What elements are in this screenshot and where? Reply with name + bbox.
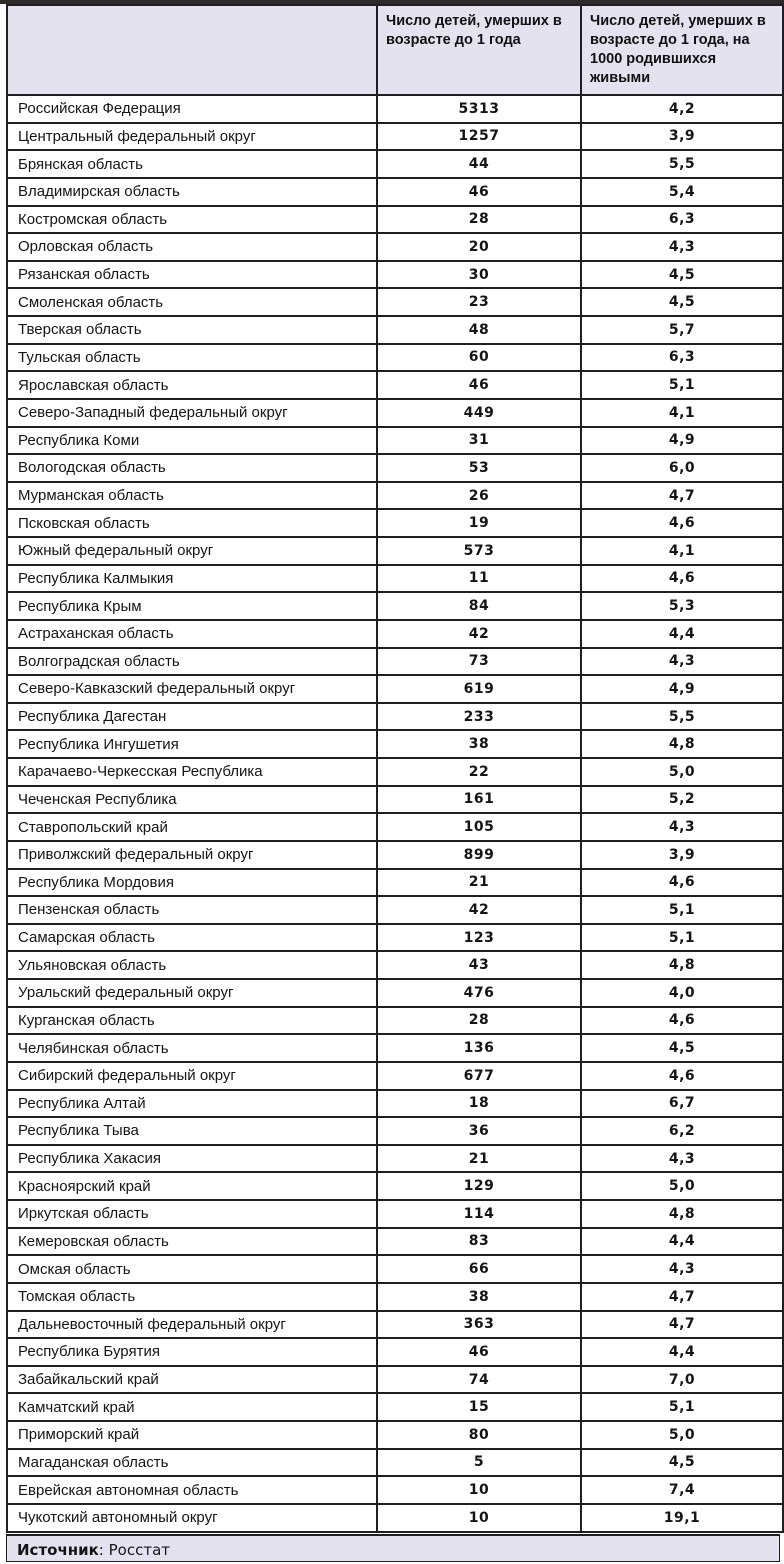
table-row: [7, 399, 783, 427]
deaths-cell: 476: [377, 979, 581, 1007]
rate-cell: 4,5: [581, 261, 783, 289]
region-cell: Дальневосточный федеральный округ: [7, 1311, 377, 1339]
region-cell: Владимирская область: [7, 178, 377, 206]
header-row: [7, 5, 783, 95]
deaths-cell: 11: [377, 565, 581, 593]
table-row: [7, 1338, 783, 1366]
deaths-cell: 18: [377, 1090, 581, 1118]
deaths-cell: 5313: [377, 95, 581, 123]
region-cell: Мурманская область: [7, 482, 377, 510]
table-row: [7, 1062, 783, 1090]
rate-cell: 4,0: [581, 979, 783, 1007]
region-cell: Костромская область: [7, 206, 377, 234]
deaths-cell: 60: [377, 344, 581, 372]
region-cell: Орловская область: [7, 233, 377, 261]
region-cell: Пензенская область: [7, 896, 377, 924]
table-row: [7, 1393, 783, 1421]
deaths-cell: 31: [377, 427, 581, 455]
region-cell: Уральский федеральный округ: [7, 979, 377, 1007]
table-row: [7, 786, 783, 814]
rate-cell: 4,3: [581, 1255, 783, 1283]
region-cell: Республика Бурятия: [7, 1338, 377, 1366]
table-row: [7, 1421, 783, 1449]
rate-cell: 4,5: [581, 1449, 783, 1477]
region-cell: Омская область: [7, 1255, 377, 1283]
rate-cell: 5,0: [581, 758, 783, 786]
rate-cell: 4,6: [581, 869, 783, 897]
deaths-cell: 38: [377, 730, 581, 758]
region-cell: Ставропольский край: [7, 813, 377, 841]
rate-cell: 4,7: [581, 482, 783, 510]
region-cell: Северо-Западный федеральный округ: [7, 399, 377, 427]
rate-cell: 5,3: [581, 592, 783, 620]
rate-cell: 6,0: [581, 454, 783, 482]
rate-cell: 4,6: [581, 1007, 783, 1035]
source-footer: [6, 1534, 780, 1562]
header-deaths: Число детей, умерших в возрасте до 1 года: [377, 5, 581, 95]
region-cell: Чеченская Республика: [7, 786, 377, 814]
deaths-cell: 10: [377, 1476, 581, 1504]
table-row: [7, 178, 783, 206]
region-cell: Чукотский автономный округ: [7, 1504, 377, 1532]
source-value: Росстат: [108, 1541, 171, 1559]
region-cell: Северо-Кавказский федеральный округ: [7, 675, 377, 703]
region-cell: Республика Дагестан: [7, 703, 377, 731]
table-row: [7, 648, 783, 676]
rate-cell: 4,6: [581, 565, 783, 593]
table-row: [7, 813, 783, 841]
region-cell: Еврейская автономная область: [7, 1476, 377, 1504]
header-rate: Число детей, умерших в возрасте до 1 года, на 1000 родившихся живыми: [581, 5, 783, 95]
table-row: [7, 454, 783, 482]
deaths-cell: 66: [377, 1255, 581, 1283]
deaths-cell: 15: [377, 1393, 581, 1421]
region-cell: Смоленская область: [7, 288, 377, 316]
deaths-cell: 42: [377, 896, 581, 924]
deaths-cell: 114: [377, 1200, 581, 1228]
table-row: [7, 1090, 783, 1118]
region-cell: Ярославская область: [7, 371, 377, 399]
deaths-cell: 21: [377, 869, 581, 897]
rate-cell: 4,4: [581, 1228, 783, 1256]
deaths-cell: 619: [377, 675, 581, 703]
region-cell: Республика Калмыкия: [7, 565, 377, 593]
region-cell: Южный федеральный округ: [7, 537, 377, 565]
deaths-cell: 46: [377, 1338, 581, 1366]
region-cell: Российская Федерация: [7, 95, 377, 123]
deaths-cell: 20: [377, 233, 581, 261]
rate-cell: 5,1: [581, 371, 783, 399]
deaths-cell: 10: [377, 1504, 581, 1532]
header-region: [7, 5, 377, 95]
table-row: [7, 150, 783, 178]
deaths-cell: 123: [377, 924, 581, 952]
deaths-cell: 677: [377, 1062, 581, 1090]
deaths-cell: 899: [377, 841, 581, 869]
region-cell: Республика Ингушетия: [7, 730, 377, 758]
rate-cell: 5,1: [581, 896, 783, 924]
region-cell: Приморский край: [7, 1421, 377, 1449]
deaths-cell: 129: [377, 1172, 581, 1200]
rate-cell: 4,3: [581, 233, 783, 261]
table-row: [7, 592, 783, 620]
table-body: [7, 95, 783, 1532]
rate-cell: 7,4: [581, 1476, 783, 1504]
deaths-cell: 73: [377, 648, 581, 676]
region-cell: Центральный федеральный округ: [7, 123, 377, 151]
table-row: [7, 758, 783, 786]
deaths-cell: 80: [377, 1421, 581, 1449]
region-cell: Тверская область: [7, 316, 377, 344]
table-row: [7, 841, 783, 869]
region-cell: Республика Хакасия: [7, 1145, 377, 1173]
region-cell: Карачаево-Черкесская Республика: [7, 758, 377, 786]
region-cell: Республика Алтай: [7, 1090, 377, 1118]
deaths-cell: 46: [377, 178, 581, 206]
rate-cell: 6,3: [581, 206, 783, 234]
deaths-cell: 30: [377, 261, 581, 289]
table-row: [7, 1007, 783, 1035]
rate-cell: 4,9: [581, 427, 783, 455]
deaths-cell: 28: [377, 1007, 581, 1035]
rate-cell: 4,3: [581, 648, 783, 676]
rate-cell: 4,1: [581, 399, 783, 427]
rate-cell: 5,5: [581, 703, 783, 731]
table-row: [7, 261, 783, 289]
rate-cell: 4,3: [581, 1145, 783, 1173]
region-cell: Томская область: [7, 1283, 377, 1311]
table-row: [7, 233, 783, 261]
rate-cell: 5,1: [581, 1393, 783, 1421]
deaths-cell: 28: [377, 206, 581, 234]
table-row: [7, 1311, 783, 1339]
region-cell: Волгоградская область: [7, 648, 377, 676]
region-cell: Республика Коми: [7, 427, 377, 455]
deaths-cell: 22: [377, 758, 581, 786]
table-row: [7, 1449, 783, 1477]
deaths-cell: 42: [377, 620, 581, 648]
rate-cell: 7,0: [581, 1366, 783, 1394]
region-cell: Камчатский край: [7, 1393, 377, 1421]
table-row: [7, 730, 783, 758]
rate-cell: 4,6: [581, 509, 783, 537]
rate-cell: 5,0: [581, 1172, 783, 1200]
deaths-cell: 26: [377, 482, 581, 510]
rate-cell: 5,5: [581, 150, 783, 178]
table-row: [7, 703, 783, 731]
rate-cell: 4,4: [581, 1338, 783, 1366]
region-cell: Астраханская область: [7, 620, 377, 648]
deaths-cell: 105: [377, 813, 581, 841]
rate-cell: 4,2: [581, 95, 783, 123]
rate-cell: 5,7: [581, 316, 783, 344]
table-row: [7, 1117, 783, 1145]
region-cell: Ульяновская область: [7, 951, 377, 979]
rate-cell: 4,9: [581, 675, 783, 703]
region-cell: Челябинская область: [7, 1034, 377, 1062]
rate-cell: 5,2: [581, 786, 783, 814]
table-row: [7, 316, 783, 344]
table-row: [7, 1476, 783, 1504]
deaths-cell: 84: [377, 592, 581, 620]
region-cell: Кемеровская область: [7, 1228, 377, 1256]
rate-cell: 3,9: [581, 841, 783, 869]
rate-cell: 4,5: [581, 288, 783, 316]
region-cell: Республика Крым: [7, 592, 377, 620]
table-row: [7, 427, 783, 455]
table-row: [7, 620, 783, 648]
region-cell: Красноярский край: [7, 1172, 377, 1200]
rate-cell: 3,9: [581, 123, 783, 151]
deaths-cell: 21: [377, 1145, 581, 1173]
table-row: [7, 896, 783, 924]
table-row: [7, 1200, 783, 1228]
deaths-cell: 43: [377, 951, 581, 979]
deaths-cell: 38: [377, 1283, 581, 1311]
region-cell: Сибирский федеральный округ: [7, 1062, 377, 1090]
deaths-cell: 44: [377, 150, 581, 178]
rate-cell: 4,7: [581, 1283, 783, 1311]
deaths-cell: 136: [377, 1034, 581, 1062]
region-cell: Республика Мордовия: [7, 869, 377, 897]
table-row: [7, 371, 783, 399]
table-row: [7, 509, 783, 537]
rate-cell: 6,2: [581, 1117, 783, 1145]
rate-cell: 4,3: [581, 813, 783, 841]
region-cell: Магаданская область: [7, 1449, 377, 1477]
deaths-cell: 573: [377, 537, 581, 565]
rate-cell: 5,1: [581, 924, 783, 952]
rate-cell: 19,1: [581, 1504, 783, 1532]
infant-mortality-table: [6, 4, 784, 1533]
source-label: Источник: [17, 1541, 99, 1559]
deaths-cell: 449: [377, 399, 581, 427]
region-cell: Вологодская область: [7, 454, 377, 482]
rate-cell: 6,3: [581, 344, 783, 372]
table-row: [7, 869, 783, 897]
table-row: [7, 675, 783, 703]
rate-cell: 4,8: [581, 1200, 783, 1228]
table-row: [7, 565, 783, 593]
rate-cell: 4,5: [581, 1034, 783, 1062]
region-cell: Иркутская область: [7, 1200, 377, 1228]
table-row: [7, 537, 783, 565]
table-row: [7, 123, 783, 151]
region-cell: Республика Тыва: [7, 1117, 377, 1145]
region-cell: Тульская область: [7, 344, 377, 372]
deaths-cell: 5: [377, 1449, 581, 1477]
rate-cell: 4,4: [581, 620, 783, 648]
table-row: [7, 1145, 783, 1173]
region-cell: Курганская область: [7, 1007, 377, 1035]
deaths-cell: 46: [377, 371, 581, 399]
region-cell: Приволжский федеральный округ: [7, 841, 377, 869]
rate-cell: 5,0: [581, 1421, 783, 1449]
table-row: [7, 924, 783, 952]
rate-cell: 5,4: [581, 178, 783, 206]
deaths-cell: 161: [377, 786, 581, 814]
region-cell: Рязанская область: [7, 261, 377, 289]
deaths-cell: 233: [377, 703, 581, 731]
region-cell: Псковская область: [7, 509, 377, 537]
table-row: [7, 1504, 783, 1532]
region-cell: Забайкальский край: [7, 1366, 377, 1394]
deaths-cell: 83: [377, 1228, 581, 1256]
table-row: [7, 1366, 783, 1394]
table-row: [7, 979, 783, 1007]
rate-cell: 4,7: [581, 1311, 783, 1339]
deaths-cell: 36: [377, 1117, 581, 1145]
table-row: [7, 951, 783, 979]
deaths-cell: 74: [377, 1366, 581, 1394]
deaths-cell: 48: [377, 316, 581, 344]
deaths-cell: 53: [377, 454, 581, 482]
deaths-cell: 23: [377, 288, 581, 316]
rate-cell: 4,1: [581, 537, 783, 565]
table-row: [7, 1228, 783, 1256]
table-row: [7, 288, 783, 316]
deaths-cell: 19: [377, 509, 581, 537]
table-row: [7, 1283, 783, 1311]
deaths-cell: 1257: [377, 123, 581, 151]
table-row: [7, 482, 783, 510]
table-row: [7, 206, 783, 234]
table-row: [7, 1034, 783, 1062]
rate-cell: 6,7: [581, 1090, 783, 1118]
table-row: [7, 1255, 783, 1283]
rate-cell: 4,8: [581, 730, 783, 758]
table-row: [7, 1172, 783, 1200]
region-cell: Брянская область: [7, 150, 377, 178]
rate-cell: 4,8: [581, 951, 783, 979]
table-row: [7, 344, 783, 372]
table-row: [7, 95, 783, 123]
deaths-cell: 363: [377, 1311, 581, 1339]
source-colon: :: [98, 1541, 109, 1559]
region-cell: Самарская область: [7, 924, 377, 952]
rate-cell: 4,6: [581, 1062, 783, 1090]
